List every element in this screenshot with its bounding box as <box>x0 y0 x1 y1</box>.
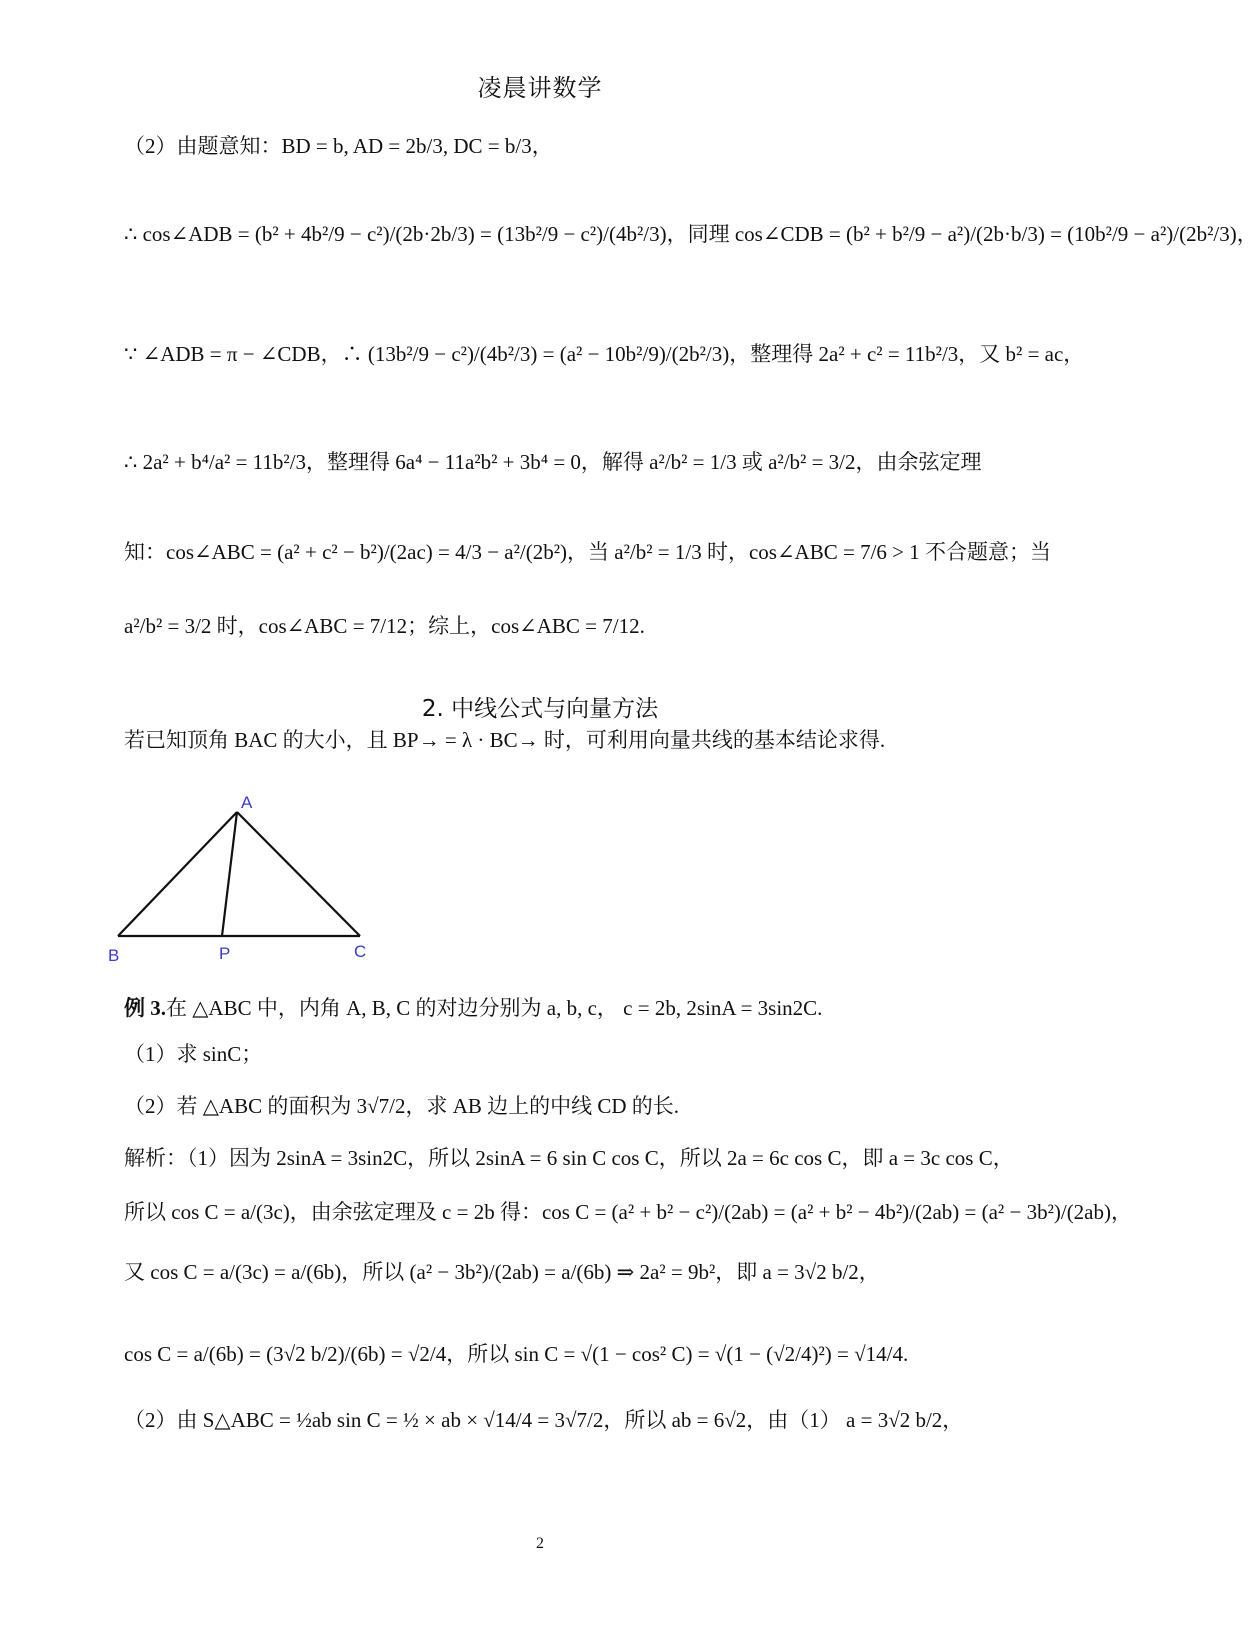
example3-text: 在 △ABC 中，内角 A, B, C 的对边分别为 a, b, c， c = 2b, 2sinA = 3sin2C. <box>166 996 823 1020</box>
example3-q2: （2）若 △ABC 的面积为 3√7/2，求 AB 边上的中线 CD 的长. <box>124 1094 680 1118</box>
part2-intro: （2）由题意知：BD = b, AD = 2b/3, DC = b/3， <box>124 134 553 158</box>
page-number: 2 <box>536 1535 544 1552</box>
section-intro: 若已知顶角 BAC 的大小，且 BP→ = λ · BC→ 时，可利用向量共线的基本结论求得. <box>124 728 886 752</box>
label-b: B <box>108 946 120 965</box>
solution-line-5: （2）由 S△ABC = ½ab sin C = ½ × ab × √14/4 = 3√7/2，所以 ab = 6√2，由（1） a = 3√2 b/2， <box>124 1408 964 1432</box>
solution-line-2: 所以 cos C = a/(3c)，由余弦定理及 c = 2b 得：cos C = (a² + b² − c²)/(2ab) = (a² + b² − 4b²)/(2ab) = (a² − 3b²)/(2ab)， <box>124 1200 1132 1224</box>
example3-q1: （1）求 sinC； <box>124 1042 263 1066</box>
cos-adb-formula: ∴ cos∠ADB = (b² + 4b²/9 − c²)/(2b·2b/3) = (13b²/9 − c²)/(4b²/3)，同理 cos∠CDB = (b² + b²/9 − a²)/(2b·b/3) = (10b²/9 − a²)/(2b²/3)， <box>124 222 1258 246</box>
cos-abc-formula: 知：cos∠ABC = (a² + c² − b²)/(2ac) = 4/3 − a²/(2b²)，当 a²/b² = 1/3 时，cos∠ABC = 7/6 > 1 不合题意；当 <box>124 540 1051 564</box>
label-a: A <box>241 793 253 812</box>
solution-line-1: 解析：（1）因为 2sinA = 3sin2C，所以 2sinA = 6 sin C cos C，所以 2a = 6c cos C，即 a = 3c cos C， <box>124 1146 1014 1170</box>
section-title: 2. 中线公式与向量方法 <box>421 696 659 722</box>
label-c: C <box>354 942 367 961</box>
side-ac <box>237 812 360 936</box>
therefore-formula: ∴ 2a² + b⁴/a² = 11b²/3，整理得 6a⁴ − 11a²b² + 3b⁴ = 0，解得 a²/b² = 1/3 或 a²/b² = 3/2，由余弦定理 <box>124 450 982 474</box>
segment-ap <box>222 812 237 936</box>
page-header: 凌晨讲数学 <box>477 74 603 102</box>
solution-line-3: 又 cos C = a/(3c) = a/(6b)，所以 (a² − 3b²)/(2ab) = a/(6b) ⇒ 2a² = 9b²，即 a = 3√2 b/2， <box>124 1260 880 1284</box>
example3-label: 例 3. <box>124 996 166 1020</box>
conclusion-line: a²/b² = 3/2 时，cos∠ABC = 7/12；综上，cos∠ABC = 7/12. <box>124 614 645 638</box>
solution-line-4: cos C = a/(6b) = (3√2 b/2)/(6b) = √2/4，所以 sin C = √(1 − cos² C) = √(1 − (√2/4)²) = √14/4. <box>124 1342 909 1366</box>
triangle-figure <box>100 785 400 975</box>
side-ab <box>118 812 237 936</box>
example3-statement <box>124 992 970 1026</box>
label-p: P <box>219 944 231 963</box>
because-formula: ∵ ∠ADB = π − ∠CDB，∴ (13b²/9 − c²)/(4b²/3) = (a² − 10b²/9)/(2b²/3)，整理得 2a² + c² = 11b²/3，又 b² = ac， <box>124 342 1085 366</box>
